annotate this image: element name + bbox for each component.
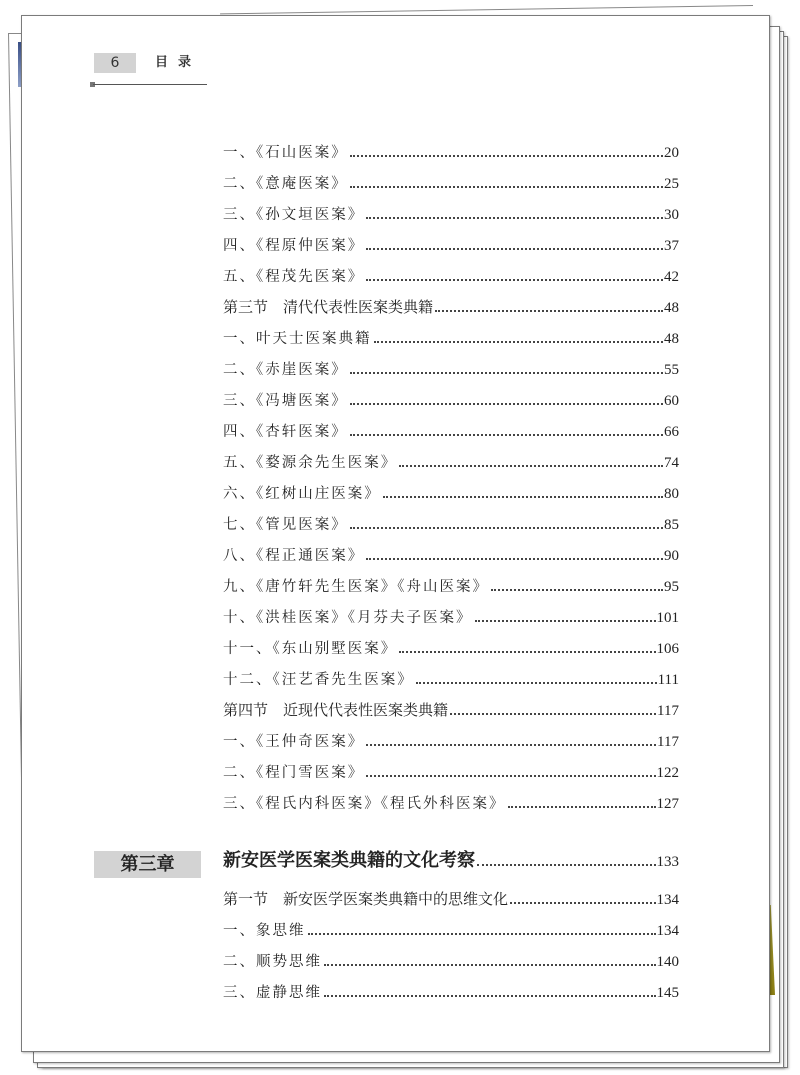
leader-dots	[374, 340, 664, 343]
toc-section-title: 第四节 近现代代表性医案类典籍	[223, 703, 449, 719]
toc-entry-title: 十二、《汪艺香先生医案》	[223, 672, 414, 688]
toc-entry[interactable]	[223, 637, 679, 659]
toc-entry-page: 95	[664, 579, 679, 595]
toc-section[interactable]	[223, 888, 679, 910]
toc-entry-title: 一、叶天士医案典籍	[223, 331, 372, 347]
toc-section[interactable]	[223, 296, 679, 318]
toc-entry-title: 三、《程氏内科医案》《程氏外科医案》	[223, 796, 506, 812]
toc-entry[interactable]	[223, 203, 679, 225]
leader-dots	[350, 433, 663, 436]
toc-entry-title: 一、象思维	[223, 923, 306, 939]
toc-entry-title: 四、《杏轩医案》	[223, 424, 348, 440]
toc-entry[interactable]	[223, 606, 679, 628]
leader-dots	[366, 557, 663, 560]
toc-entry[interactable]	[223, 327, 679, 349]
leader-dots	[350, 185, 663, 188]
toc-entry[interactable]	[223, 234, 679, 256]
leader-dots	[399, 650, 655, 653]
toc-entry-title: 一、《王仲奇医案》	[223, 734, 365, 750]
leader-dots	[450, 712, 656, 715]
toc-entry-page: 145	[656, 985, 679, 1001]
toc-entry-title: 三、《孙文垣医案》	[223, 207, 365, 223]
toc-entry-page: 134	[656, 923, 679, 939]
toc-entry-page: 127	[656, 796, 679, 812]
toc-entry[interactable]	[223, 482, 679, 504]
toc-entry[interactable]	[223, 451, 679, 473]
toc-entry-title: 十、《洪桂医案》《月芬夫子医案》	[223, 610, 473, 626]
toc-entry-page: 30	[664, 207, 679, 223]
toc-entry[interactable]	[223, 420, 679, 442]
leader-dots	[366, 743, 656, 746]
toc-entry-page: 90	[664, 548, 679, 564]
toc-entry-page: 48	[664, 331, 679, 347]
toc-entry[interactable]	[223, 730, 679, 752]
toc-entry-title: 一、《石山医案》	[223, 145, 348, 161]
toc-entry-page: 134	[656, 892, 679, 908]
page-number: 6	[94, 53, 136, 73]
toc-entry[interactable]	[223, 950, 679, 972]
toc-entry-page: 20	[664, 145, 679, 161]
toc-entry-title: 六、《红树山庄医案》	[223, 486, 381, 502]
toc-entry[interactable]	[223, 358, 679, 380]
toc-entry-title: 二、《赤崖医案》	[223, 362, 348, 378]
toc-section[interactable]	[223, 699, 679, 721]
leader-dots	[491, 588, 663, 591]
toc-entry-title: 五、《程茂先医案》	[223, 269, 365, 285]
toc-entry[interactable]	[223, 575, 679, 597]
toc-entry-title: 二、《意庵医案》	[223, 176, 348, 192]
toc-entry[interactable]	[223, 389, 679, 411]
toc-entry-title: 七、《管见医案》	[223, 517, 348, 533]
toc-entry-title: 九、《唐竹轩先生医案》《舟山医案》	[223, 579, 489, 595]
leader-dots	[383, 495, 663, 498]
toc-entry-title: 五、《婺源余先生医案》	[223, 455, 398, 471]
toc-entry-page: 25	[664, 176, 679, 192]
leader-dots	[324, 963, 656, 966]
toc-chapter[interactable]	[223, 846, 679, 871]
toc-section-title: 第三节 清代代表性医案类典籍	[223, 300, 434, 316]
leader-dots	[366, 278, 663, 281]
book-page	[21, 15, 770, 1052]
leader-dots	[399, 464, 663, 467]
toc-entry-page: 60	[664, 393, 679, 409]
toc-entry-title: 二、《程门雪医案》	[223, 765, 365, 781]
toc-entry[interactable]	[223, 265, 679, 287]
toc-entry-page: 101	[656, 610, 679, 626]
leader-dots	[475, 619, 656, 622]
toc-entry-title: 二、顺势思维	[223, 954, 322, 970]
leader-dots	[477, 863, 656, 866]
toc-entry[interactable]	[223, 981, 679, 1003]
toc-entry-title: 四、《程原仲医案》	[223, 238, 365, 254]
toc-entry-page: 55	[664, 362, 679, 378]
toc-entry-page: 117	[657, 703, 679, 719]
leader-dots	[350, 154, 663, 157]
toc-entry[interactable]	[223, 141, 679, 163]
leader-dots	[324, 994, 656, 997]
leader-dots	[308, 932, 656, 935]
toc-entry[interactable]	[223, 172, 679, 194]
page-title: 目录	[155, 55, 202, 70]
leader-dots	[366, 774, 655, 777]
toc-entry-page: 111	[657, 672, 679, 688]
toc-entry-title: 三、《冯塘医案》	[223, 393, 348, 409]
toc-entry[interactable]	[223, 792, 679, 814]
toc-entry-title: 十一、《东山别墅医案》	[223, 641, 398, 657]
leader-dots	[508, 805, 656, 808]
leader-dots	[510, 901, 655, 904]
toc-section-title: 第一节 新安医学医案类典籍中的思维文化	[223, 892, 509, 908]
toc-entry-page: 133	[656, 854, 679, 870]
toc-entry-page: 117	[657, 734, 679, 750]
toc-entry[interactable]	[223, 513, 679, 535]
toc-entry-page: 74	[664, 455, 679, 471]
toc-chapter-title: 新安医学医案类典籍的文化考察	[223, 850, 475, 871]
toc-entry-page: 42	[664, 269, 679, 285]
toc-entry-page: 48	[664, 300, 679, 316]
leader-dots	[435, 309, 663, 312]
toc-entry[interactable]	[223, 668, 679, 690]
leader-dots	[366, 247, 663, 250]
toc-entry-title: 八、《程正通医案》	[223, 548, 365, 564]
toc-entry-page: 80	[664, 486, 679, 502]
chapter-label: 第三章	[94, 851, 201, 878]
toc-entry-page: 122	[656, 765, 679, 781]
toc-entry-page: 140	[656, 954, 679, 970]
toc-entry-page: 66	[664, 424, 679, 440]
toc-entry[interactable]	[223, 761, 679, 783]
toc-entry[interactable]	[223, 919, 679, 941]
leader-dots	[350, 526, 663, 529]
leader-dots	[366, 216, 663, 219]
leader-dots	[350, 371, 663, 374]
toc-entry-title: 三、虚静思维	[223, 985, 322, 1001]
toc-entry-page: 85	[664, 517, 679, 533]
toc-entry[interactable]	[223, 544, 679, 566]
leader-dots	[350, 402, 663, 405]
toc-entry-page: 37	[664, 238, 679, 254]
header-rule	[93, 84, 207, 85]
toc-entry-page: 106	[656, 641, 679, 657]
leader-dots	[416, 681, 657, 684]
